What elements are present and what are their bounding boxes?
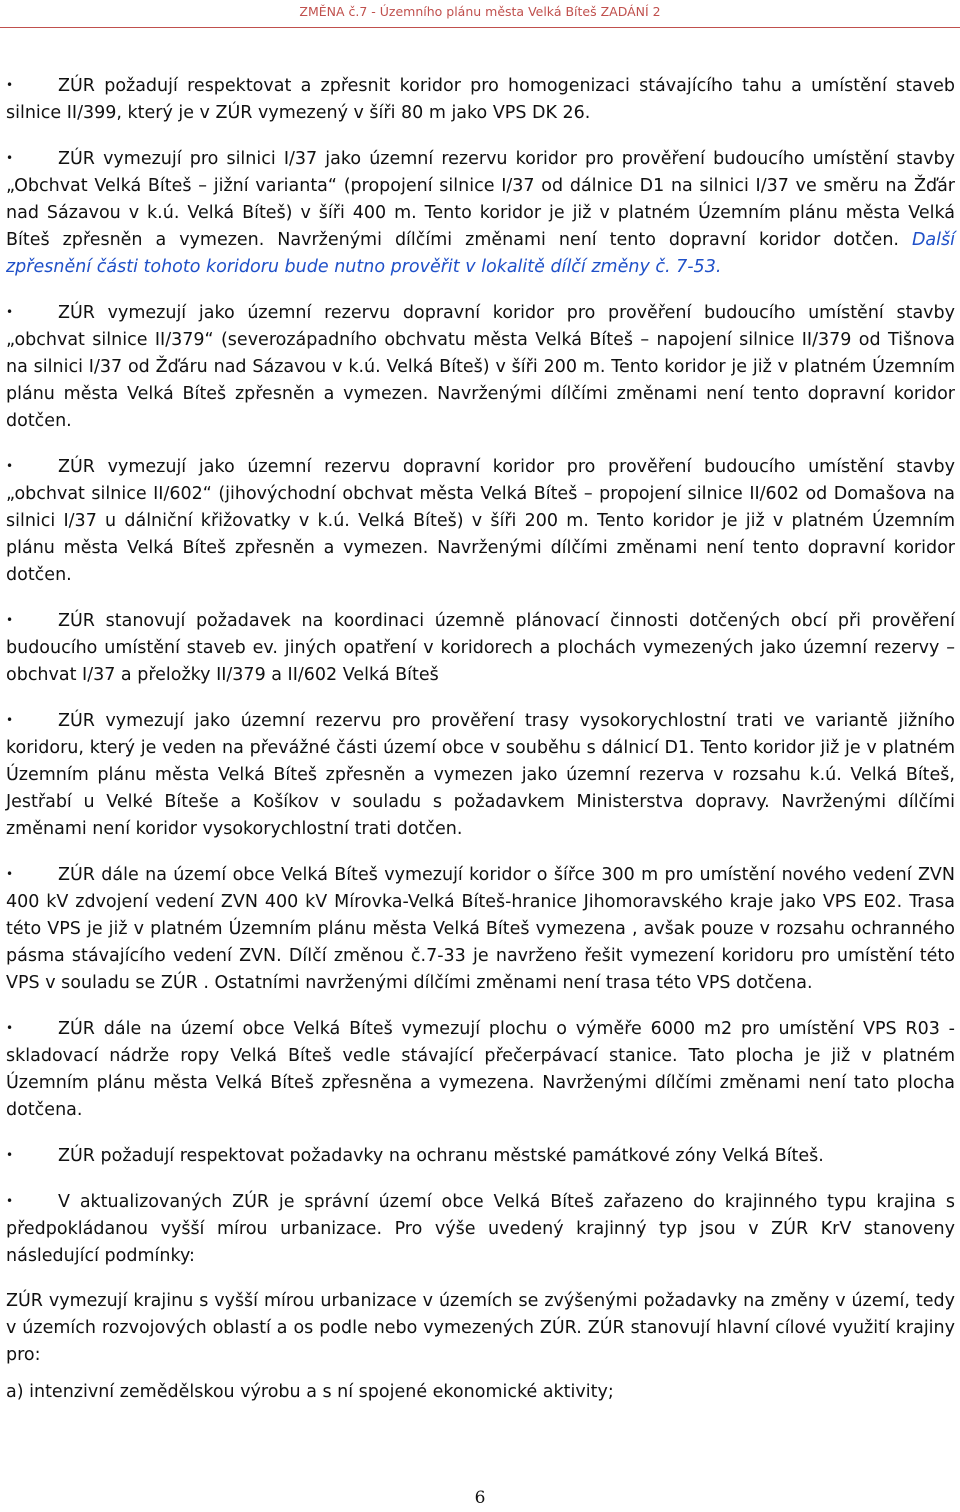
paragraph-text: ZÚR vymezují jako územní rezervu pro prověření trasy vysokorychlostní trati ve variantě jižního koridoru, který je veden na převážné části území obce v souběhu s dálnicí D1. Tento koridor již je v platném Územním plánu města Velká Bíteš zpřesněn a vymezen jako územní rezerva v rozsahu k.ú. Velká Bíteš, Jestřabí u Velké Bíteše a Košíkov v souladu s požadavkem Ministerstva dopravy. Navrženými dílčími změnami není koridor vysokorychlostní trati dotčen. — [6, 711, 955, 839]
bullet-paragraph-10 — [6, 1188, 955, 1270]
bullet-icon: • — [6, 713, 14, 727]
bullet-paragraph-5 — [6, 607, 955, 689]
bullet-icon: • — [6, 613, 14, 627]
bullet-paragraph-3 — [6, 299, 955, 435]
bullet-icon: • — [6, 151, 14, 165]
bullet-paragraph-9 — [6, 1142, 955, 1170]
bullet-paragraph-8 — [6, 1015, 955, 1124]
paragraph-text: ZÚR dále na území obce Velká Bíteš vymezují plochu o výměře 6000 m2 pro umístění VPS R03 - skladovací nádrže ropy Velká Bíteš vedle stávající přečerpávací stanice. Tato plocha je již v platném Územním plánu města Velká Bíteš zpřesněna a vymezena. Navrženými dílčími změnami není tato plocha dotčena. — [6, 1019, 955, 1120]
bullet-icon: • — [6, 867, 14, 881]
paragraph-text: ZÚR vymezují jako územní rezervu dopravní koridor pro prověření budoucího umístění stavby „obchvat silnice II/379“ (severozápadního obchvatu města Velká Bíteš – napojení silnice II/379 od Tišnova na silnici I/37 od Žďáru nad Sázavou v k.ú. Velká Bíteš) v šíři 200 m. Tento koridor je již v platném Územním plánu města Velká Bíteš zpřesněn a vymezen. Navrženými dílčími změnami není tento dopravní koridor dotčen. — [6, 303, 955, 431]
plain-paragraph-1: ZÚR vymezují krajinu s vyšší mírou urbanizace v územích se zvýšenými požadavky na změny v území, tedy v územích rozvojových oblastí a os podle nebo vymezených ZÚR. ZÚR stanovují hlavní cílové využití krajiny pro: — [6, 1291, 955, 1365]
bullet-icon: • — [6, 1194, 14, 1208]
bullet-paragraph-7 — [6, 861, 955, 997]
bullet-paragraph-1 — [6, 72, 955, 127]
paragraph-text: ZÚR požadují respektovat požadavky na ochranu městské památkové zóny Velká Bíteš. — [58, 1146, 824, 1166]
bullet-icon: • — [6, 78, 14, 92]
page-number: 6 — [474, 1488, 486, 1508]
plain-paragraph-2: a) intenzivní zemědělskou výrobu a s ní spojené ekonomické aktivity; — [6, 1382, 614, 1402]
header-divider — [0, 27, 960, 28]
bullet-icon: • — [6, 1021, 14, 1035]
bullet-paragraph-4 — [6, 453, 955, 589]
paragraph-text: ZÚR dále na území obce Velká Bíteš vymezují koridor o šířce 300 m pro umístění nového vedení ZVN 400 kV zdvojení vedení ZVN 400 kV Mírovka-Velká Bíteš-hranice Jihomoravského kraje jako VPS E02. Trasa této VPS je již v platném Územním plánu města Velká Bíteš vymezena , avšak pouze v rozsahu ochranného pásma stávajícího vedení ZVN. Dílčí změnou č.7-33 je navrženo řešit vymezení koridoru pro umístění této VPS v souladu se ZÚR . Ostatními navrženými dílčími změnami není trasa této VPS dotčena. — [6, 865, 955, 993]
bullet-paragraph-6 — [6, 707, 955, 843]
highlighted-note: Další zpřesnění části tohoto koridoru bude nutno prověřit v lokalitě dílčí změny č. 7-53. — [6, 230, 955, 277]
document-header: ZMĚNA č.7 - Územního plánu města Velká Bíteš ZADÁNÍ 2 — [299, 4, 661, 19]
document-body — [6, 72, 955, 1416]
paragraph-text: ZÚR vymezují jako územní rezervu dopravní koridor pro prověření budoucího umístění stavby „obchvat silnice II/602“ (jihovýchodní obchvat města Velká Bíteš – propojení silnice II/602 od Domašova na silnici I/37 u dálniční křižovatky v k.ú. Velká Bíteš) v šíři 200 m. Tento koridor je již v platném Územním plánu města Velká Bíteš zpřesněn a vymezen. Navrženými dílčími změnami není tento dopravní koridor dotčen. — [6, 457, 955, 585]
bullet-icon: • — [6, 459, 14, 473]
bullet-icon: • — [6, 1148, 14, 1162]
bullet-paragraph-2 — [6, 145, 955, 281]
paragraph-text: ZÚR stanovují požadavek na koordinaci územně plánovací činnosti dotčených obcí při prověření budoucího umístění staveb ev. jiných opatření v koridorech a plochách vymezených jako územní rezervy – obchvat I/37 a přeložky II/379 a II/602 Velká Bíteš — [6, 611, 955, 685]
paragraph-text: ZÚR vymezují pro silnici I/37 jako územní rezervu koridor pro prověření budoucího umístění stavby „Obchvat Velká Bíteš – jižní varianta“ (propojení silnice I/37 od dálnice D1 na silnici I/37 ve směru na Žďár nad Sázavou v k.ú. Velká Bíteš) v šíři 400 m. Tento koridor je již v platném Územním plánu města Velká Bíteš zpřesněn a vymezen. Navrženými dílčími změnami není tento dopravní koridor dotčen. — [6, 149, 955, 250]
bullet-icon: • — [6, 305, 14, 319]
paragraph-text: ZÚR požadují respektovat a zpřesnit koridor pro homogenizaci stávajícího tahu a umístění staveb silnice II/399, který je v ZÚR vymezený v šíři 80 m jako VPS DK 26. — [6, 76, 955, 123]
paragraph-text: V aktualizovaných ZÚR je správní území obce Velká Bíteš zařazeno do krajinného typu krajina s předpokládanou vyšší mírou urbanizace. Pro výše uvedený krajinný typ jsou v ZÚR KrV stanoveny následující podmínky: — [6, 1192, 955, 1266]
